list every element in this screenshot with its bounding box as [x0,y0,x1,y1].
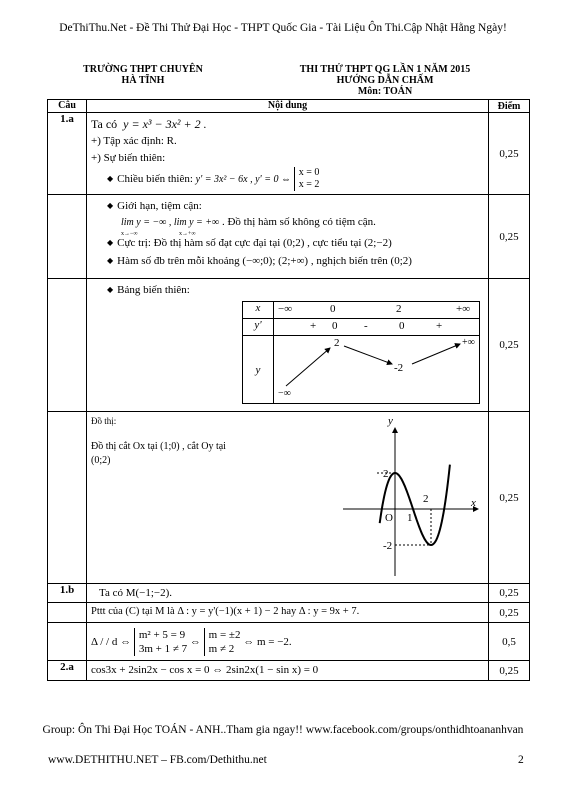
exam-title: THI THỬ THPT QG LẦN 1 NĂM 2015 [299,64,471,75]
extrema-line: ◆ Cực trị: Đồ thị hàm số đạt cực đại tại (0;2) , cực tiểu tại (2;−2) [107,235,488,252]
bbt-max: 2 [334,337,340,349]
point-m: Ta có M(−1;−2). [99,587,173,599]
table-row [48,661,530,681]
equivalence-sign: ⇔ [189,636,201,648]
score: 0,25 [489,603,530,623]
monotonic-intervals: ◆ Hàm số đb trên mỗi khoảng (−∞;0); (2;+∞) , nghịch biến trên (0;2) [107,253,488,270]
function-formula: y = x³ − 3x² + 2 . [123,117,207,131]
question-number: 2.a [48,661,87,681]
score: 0,25 [489,661,530,681]
row-content [87,584,489,603]
bbt-sign: 0 [332,320,338,332]
exam-heading [280,64,490,97]
derivative-formula: y' = 3x² − 6x , y' = 0 ⇔ [195,174,291,185]
score: 0,25 [489,113,530,195]
graph-origin-label: O [385,512,393,524]
domain-line: +) Tập xác định: R. [91,135,177,147]
result-m: ⇔ m = −2. [243,636,292,648]
table-row [48,195,530,279]
system-b-eq1: m = ±2 [208,629,241,642]
table-row [48,412,530,584]
system-b-eq2: m ≠ 2 [208,643,235,656]
footer-group: Group: Ôn Thi Đại Học TOÁN - ANH..Tham gia ngay!! www.facebook.com/groups/onthidhtoananhvan [42,724,524,736]
bbt-arrows [274,336,480,404]
table-row [48,623,530,661]
top-banner: DeThiThu.Net - Đề Thi Thử Đại Học - THPT Quốc Gia - Tài Liệu Ôn Thi.Cập Nhật Hằng Ngày! [59,22,507,34]
tangent-equation: Pttt của (C) tại M là Δ : y = y'(−1)(x + 1) − 2 hay Δ : y = 9x + 7. [91,606,360,617]
row-content [87,113,489,195]
score: 0,25 [489,195,530,279]
question-number: 1.a [48,113,87,195]
bbt-sign: + [436,320,443,332]
bbt-sign: + [310,320,317,332]
function-graph [313,414,513,582]
exam-subject: Môn: TOÁN [357,86,413,97]
exam-subtitle: HƯỚNG DẪN CHẤM [336,75,434,86]
graph-y-intercept: (0;2) [91,455,111,466]
root-1: x = 0 [298,167,320,179]
table-row [48,279,530,412]
bbt-minus-inf: −∞ [278,388,291,399]
bbt-x-label: x [243,302,274,319]
score: 0,25 [489,584,530,603]
footer-site: www.DETHITHU.NET – FB.com/Dethithu.net [48,754,267,766]
row-content [87,412,489,584]
score: 0,5 [489,623,530,661]
monotonic-label: Chiều biến thiên: [117,173,193,185]
system-a-eq1: m² + 5 = 9 [138,629,186,642]
graph-two-x-label: 2 [423,493,429,505]
score: 0,25 [489,412,530,584]
trig-equation: cos3x + 2sin2x − cos x = 0 ⇔ 2sin2x(1 − sin x) = 0 [91,664,319,676]
graph-x-label: x [471,497,476,509]
bbt-x-val: 2 [396,303,402,315]
table-row [48,584,530,603]
table-row [48,113,530,195]
system-b [204,628,241,656]
col-content-header: Nội dung [87,100,489,113]
bbt-min: -2 [394,362,404,374]
graph-intercepts: Đồ thị cắt Ox tại (1;0) , cắt Oy tại [91,441,226,452]
table-header [48,100,530,113]
row-content [87,603,489,623]
limit-formula: lim y = −∞ , lim y = +∞ [121,217,220,228]
school-location: HÀ TĨNH [121,75,165,86]
variation-line: +) Sự biến thiên: [91,152,166,164]
root-system [294,167,320,191]
question-number: 1.b [48,584,87,603]
parallel-condition: Δ / / d ⇔ [91,636,132,648]
graph-label: Đồ thị: [91,416,117,426]
graph-two-y-label: 2 [383,468,389,480]
bbt-y-label: y [243,336,274,404]
bbt-plus-inf: +∞ [462,337,475,348]
limit-sub-1: x→−∞ [121,231,138,237]
system-a [134,628,187,656]
score: 0,25 [489,279,530,412]
row-content [87,623,489,661]
cubic-curve [380,465,450,545]
bbt-yprime-label: y' [243,319,274,336]
limit-sub-2: x→+∞ [179,231,196,237]
graph-neg-two-label: -2 [383,540,393,552]
school-name: TRƯỜNG THPT CHUYÊN [83,64,203,75]
limit-label: ◆ Giới hạn, tiệm cận: [107,198,488,215]
graph-description [91,440,261,468]
col-score-header: Điểm [489,100,530,113]
variation-table [242,301,480,401]
row-content [87,195,489,279]
bbt-sign: 0 [399,320,405,332]
system-a-eq2: 3m + 1 ≠ 7 [138,643,188,656]
intro-text: Ta có [91,117,118,131]
variation-table-label: ◆ Bảng biến thiên: [107,282,488,299]
bbt-x-val: +∞ [456,303,471,315]
limit-conclusion: . Đồ thị hàm số không có tiệm cận. [221,216,376,228]
graph-one-label: 1 [407,512,413,524]
bbt-x-val: 0 [330,303,336,315]
row-content [87,279,489,412]
bbt-sign: - [364,320,368,332]
col-question-header: Câu [48,100,87,113]
school-heading [58,64,228,86]
root-2: x = 2 [298,179,320,191]
row-content [87,661,489,681]
graph-y-label: y [388,415,393,427]
table-row [48,603,530,623]
bbt-x-val: −∞ [278,303,293,315]
page-number: 2 [518,754,524,766]
answer-table [47,99,530,681]
